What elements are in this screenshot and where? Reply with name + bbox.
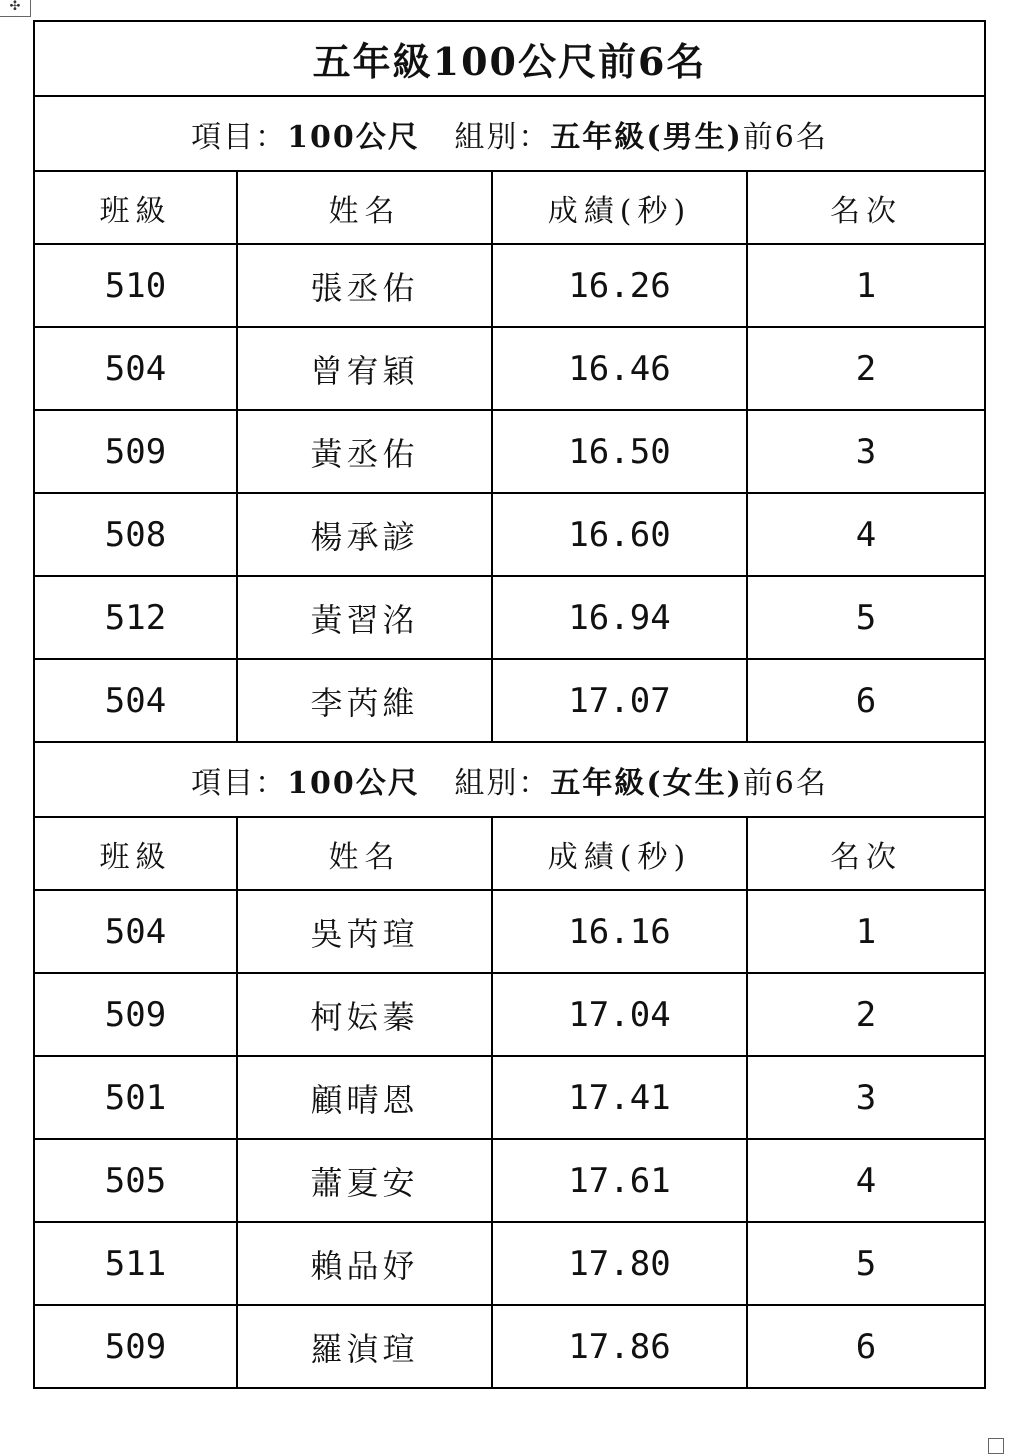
table-row [34, 1056, 985, 1139]
section-group-value: 五年級(男生) [550, 119, 743, 155]
cell-time: 16.26 [492, 244, 747, 327]
cell-class: 501 [34, 1056, 237, 1139]
cell-rank: 3 [747, 1056, 985, 1139]
section-group-value: 五年級(女生) [550, 765, 743, 801]
table-resize-handle-icon[interactable] [988, 1438, 1004, 1454]
cell-class: 504 [34, 890, 237, 973]
cell-rank: 5 [747, 1222, 985, 1305]
cell-time: 17.04 [492, 973, 747, 1056]
cell-name: 張丞佑 [237, 244, 492, 327]
cell-time: 17.80 [492, 1222, 747, 1305]
cell-name: 楊承諺 [237, 493, 492, 576]
table-row [34, 410, 985, 493]
header-time: 成績(秒) [492, 817, 747, 890]
cell-name: 李芮維 [237, 659, 492, 742]
section-group-suffix: 前6名 [742, 765, 828, 801]
cell-class: 512 [34, 576, 237, 659]
table-row [34, 659, 985, 742]
cell-time: 17.86 [492, 1305, 747, 1388]
cell-class: 510 [34, 244, 237, 327]
cell-time: 16.50 [492, 410, 747, 493]
results-table [33, 20, 986, 1389]
cell-class: 509 [34, 1305, 237, 1388]
cell-rank: 6 [747, 659, 985, 742]
cell-name: 賴品妤 [237, 1222, 492, 1305]
section-group-label: 組別： [454, 119, 551, 155]
table-row [34, 890, 985, 973]
section-header [34, 742, 985, 817]
cell-time: 16.60 [492, 493, 747, 576]
header-name: 姓名 [237, 817, 492, 890]
cell-name: 柯妘蓁 [237, 973, 492, 1056]
cell-rank: 3 [747, 410, 985, 493]
table-title: 五年級100公尺前6名 [34, 21, 985, 96]
table-move-handle-icon[interactable]: ✣ [0, 0, 31, 17]
section-item-label: 項目： [191, 765, 288, 801]
cell-rank: 1 [747, 244, 985, 327]
cell-rank: 4 [747, 1139, 985, 1222]
cell-rank: 2 [747, 973, 985, 1056]
cell-class: 505 [34, 1139, 237, 1222]
cell-time: 17.07 [492, 659, 747, 742]
section-group-suffix: 前6名 [742, 119, 828, 155]
header-time: 成績(秒) [492, 171, 747, 244]
cell-time: 17.61 [492, 1139, 747, 1222]
cell-rank: 6 [747, 1305, 985, 1388]
cell-name: 黃習洺 [237, 576, 492, 659]
header-rank: 名次 [747, 171, 985, 244]
column-header-row [34, 817, 985, 890]
cell-time: 16.46 [492, 327, 747, 410]
cell-class: 504 [34, 659, 237, 742]
cell-name: 羅湞瑄 [237, 1305, 492, 1388]
section-item-label: 項目： [191, 119, 288, 155]
cell-class: 509 [34, 410, 237, 493]
cell-name: 黃丞佑 [237, 410, 492, 493]
cell-class: 508 [34, 493, 237, 576]
cell-class: 509 [34, 973, 237, 1056]
cell-name: 顧晴恩 [237, 1056, 492, 1139]
cell-name: 蕭夏安 [237, 1139, 492, 1222]
cell-time: 17.41 [492, 1056, 747, 1139]
cell-name: 曾宥穎 [237, 327, 492, 410]
section-group-label: 組別： [454, 765, 551, 801]
header-class: 班級 [34, 171, 237, 244]
cell-rank: 1 [747, 890, 985, 973]
section-header [34, 96, 985, 171]
table-row [34, 1139, 985, 1222]
table-row [34, 1305, 985, 1388]
cell-rank: 4 [747, 493, 985, 576]
cell-rank: 2 [747, 327, 985, 410]
cell-rank: 5 [747, 576, 985, 659]
section-item-value: 100公尺 [287, 119, 420, 155]
cell-time: 16.94 [492, 576, 747, 659]
cell-name: 吳芮瑄 [237, 890, 492, 973]
header-name: 姓名 [237, 171, 492, 244]
table-row [34, 576, 985, 659]
header-rank: 名次 [747, 817, 985, 890]
cell-time: 16.16 [492, 890, 747, 973]
cell-class: 504 [34, 327, 237, 410]
table-row [34, 1222, 985, 1305]
section-item-value: 100公尺 [287, 765, 420, 801]
table-row [34, 493, 985, 576]
cell-class: 511 [34, 1222, 237, 1305]
column-header-row [34, 171, 985, 244]
table-row [34, 327, 985, 410]
table-row [34, 244, 985, 327]
table-row [34, 973, 985, 1056]
header-class: 班級 [34, 817, 237, 890]
